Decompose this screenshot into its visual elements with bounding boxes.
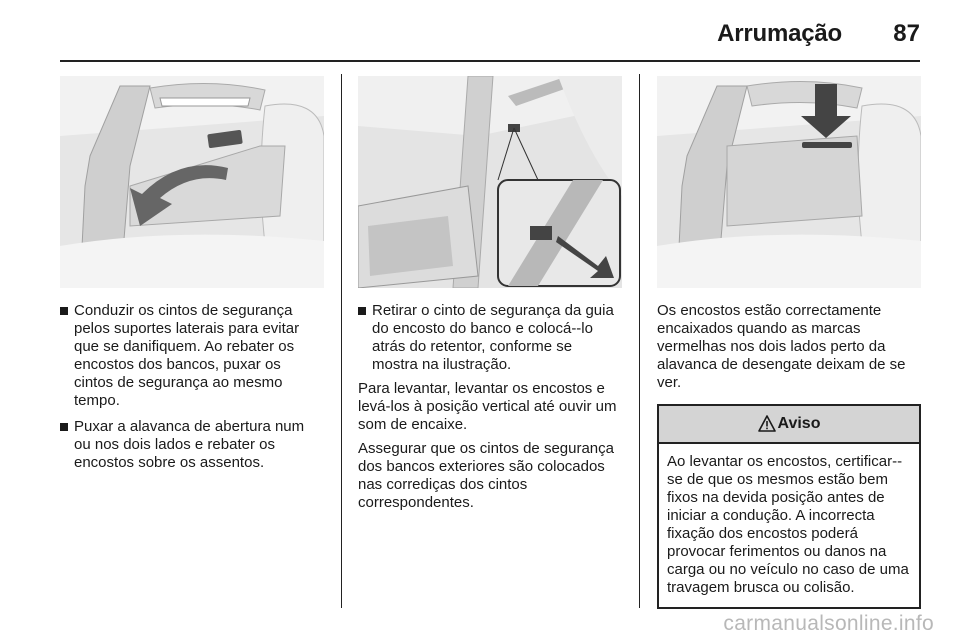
watermark: carmanualsonline.info <box>723 612 934 635</box>
paragraph: Os encostos estão correctamente encaixados quando as marcas vermelhas nos dois lados perto da alavanca de desengate deixam de se ver. <box>657 302 906 391</box>
column-2 <box>358 76 622 512</box>
bullet-text: Retirar o cinto de segurança da guia do encosto do banco e colocá--lo atrás do retentor, conforme se mostra na ilustração. <box>372 302 614 373</box>
bullet-text: Puxar a alavanca de abertura num ou nos dois lados e rebater os encostos sobre os assentos. <box>74 418 305 471</box>
page-header <box>0 14 960 54</box>
square-bullet-icon <box>60 307 68 315</box>
list-item <box>60 302 324 410</box>
warning-text: Ao levantar os encostos, certificar--se de que os mesmos estão bem fixos na devida posição antes de iniciar a condução. A incorrecta fixação dos encostos poderá provocar ferimentos ou danos na carga ou no veículo no caso de uma travagem brusca ou colisão. <box>667 453 909 596</box>
page-number: 87 <box>893 20 920 47</box>
column-3 <box>657 76 921 609</box>
column-divider <box>341 74 342 608</box>
bullet-text: Conduzir os cintos de segurança pelos suportes laterais para evitar que se danifiquem. Ao rebater os encostos dos bancos, puxar os cintos de segurança ao mesmo tempo. <box>74 302 300 409</box>
column-1 <box>60 76 324 480</box>
warning-header <box>659 406 919 444</box>
illustration-seatbelt-guide <box>60 76 324 288</box>
paragraph: Para levantar, levantar os encostos e levá-los à posição vertical até ouvir um som de encaixe. <box>358 380 617 433</box>
square-bullet-icon <box>358 307 366 315</box>
paragraph: Assegurar que os cintos de segurança dos bancos exteriores são colocados nas corrediças dos cintos correspondentes. <box>358 440 614 511</box>
warning-triangle-icon <box>758 415 776 433</box>
header-rule <box>60 60 920 62</box>
square-bullet-icon <box>60 423 68 431</box>
illustration-seatbelt-retainer <box>358 76 622 288</box>
list-item <box>358 302 622 374</box>
illustration-lock-indicator <box>657 76 921 288</box>
list-item <box>60 418 324 472</box>
warning-box <box>657 404 921 609</box>
warning-title: Aviso <box>777 415 821 432</box>
column-divider <box>639 74 640 608</box>
section-title: Arrumação <box>717 20 842 47</box>
